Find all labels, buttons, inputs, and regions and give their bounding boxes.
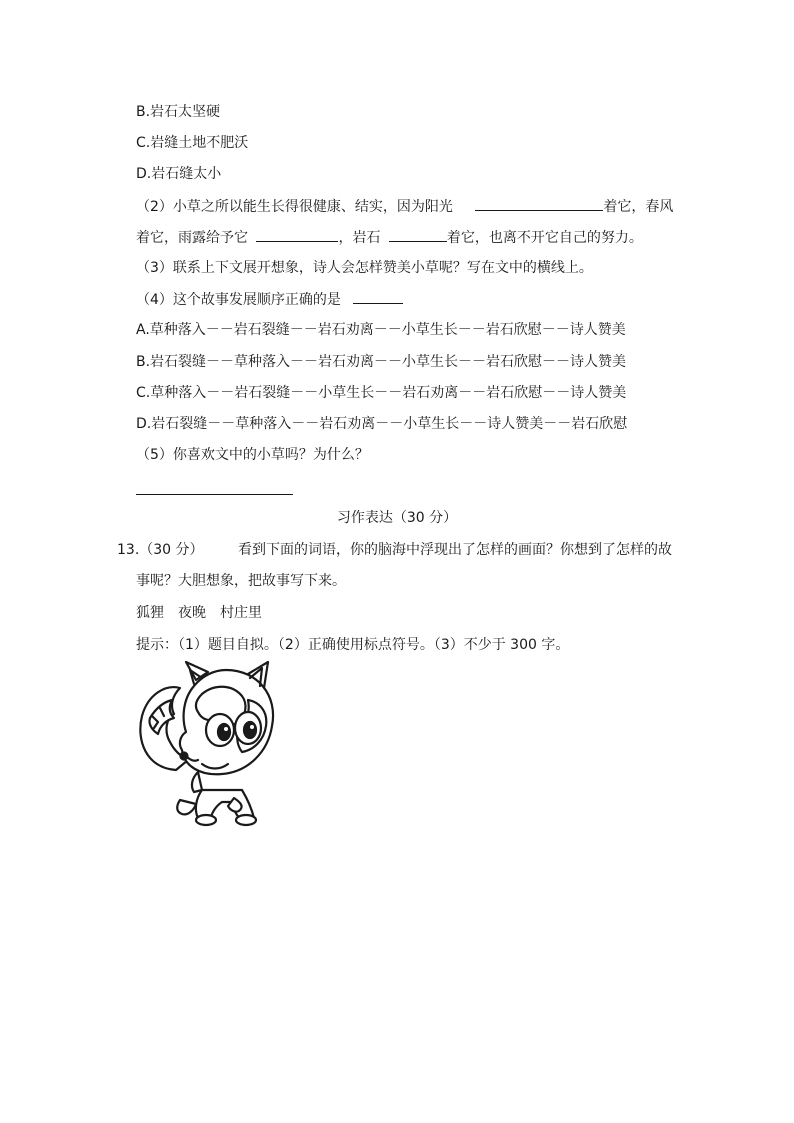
section-title: 习作表达（30 分） [336, 510, 458, 526]
question-2-text-4: ，岩石 [338, 230, 381, 246]
option-c: C.岩缝土地不肥沃 [136, 135, 249, 151]
question-3: （3）联系上下文展开想象，诗人会怎样赞美小草呢？写在文中的横线上。 [136, 260, 593, 276]
question-4-option-b: B.岩石裂缝－－草种落入－－岩石劝离－－小草生长－－岩石欣慰－－诗人赞美 [136, 354, 627, 370]
question-2-text-1: （2）小草之所以能生长得很健康、结实，因为阳光 [136, 199, 453, 215]
question-4-option-c: C.草种落入－－岩石裂缝－－小草生长－－岩石劝离－－岩石欣慰－－诗人赞美 [136, 385, 627, 401]
option-b: B.岩石太坚硬 [136, 104, 221, 120]
question-13-hint: 提示：（1）题目自拟。（2）正确使用标点符号。（3）不少于 300 字。 [136, 637, 570, 653]
question-4-option-d: D.岩石裂缝－－草种落入－－岩石劝离－－小草生长－－诗人赞美－－岩石欣慰 [136, 416, 628, 432]
answer-blank-rock[interactable] [389, 227, 447, 242]
question-2-line-2 [136, 227, 643, 248]
answer-blank-order[interactable] [353, 289, 403, 304]
question-2-text-3: 着它，雨露给予它 [136, 230, 248, 246]
question-4-prompt: （4）这个故事发展顺序正确的是 [136, 292, 341, 308]
answer-blank-rain[interactable] [256, 227, 338, 242]
question-13-keywords: 狐狸 夜晚 村庄里 [136, 605, 262, 621]
fox-icon [136, 660, 276, 830]
answer-line-q5[interactable] [136, 494, 293, 495]
question-2-line-1 [136, 196, 678, 217]
question-2-text-2: 着它，春风 [603, 199, 674, 215]
question-13-number: 13.（30 分） [117, 542, 204, 558]
question-13-line-1 [117, 540, 672, 560]
question-4-prompt-line [136, 289, 403, 310]
question-13-text-1: 看到下面的词语，你的脑海中浮现出了怎样的画面？你想到了怎样的故 [237, 542, 672, 558]
answer-blank-sunlight[interactable] [475, 196, 603, 211]
question-13-text-2: 事呢？大胆想象，把故事写下来。 [136, 573, 346, 589]
question-4-option-a: A.草种落入－－岩石裂缝－－岩石劝离－－小草生长－－岩石欣慰－－诗人赞美 [136, 322, 626, 338]
question-5: （5）你喜欢文中的小草吗？为什么？ [136, 447, 369, 463]
question-2-text-5: 着它，也离不开它自己的努力。 [446, 230, 643, 246]
option-d: D.岩石缝太小 [136, 166, 222, 182]
